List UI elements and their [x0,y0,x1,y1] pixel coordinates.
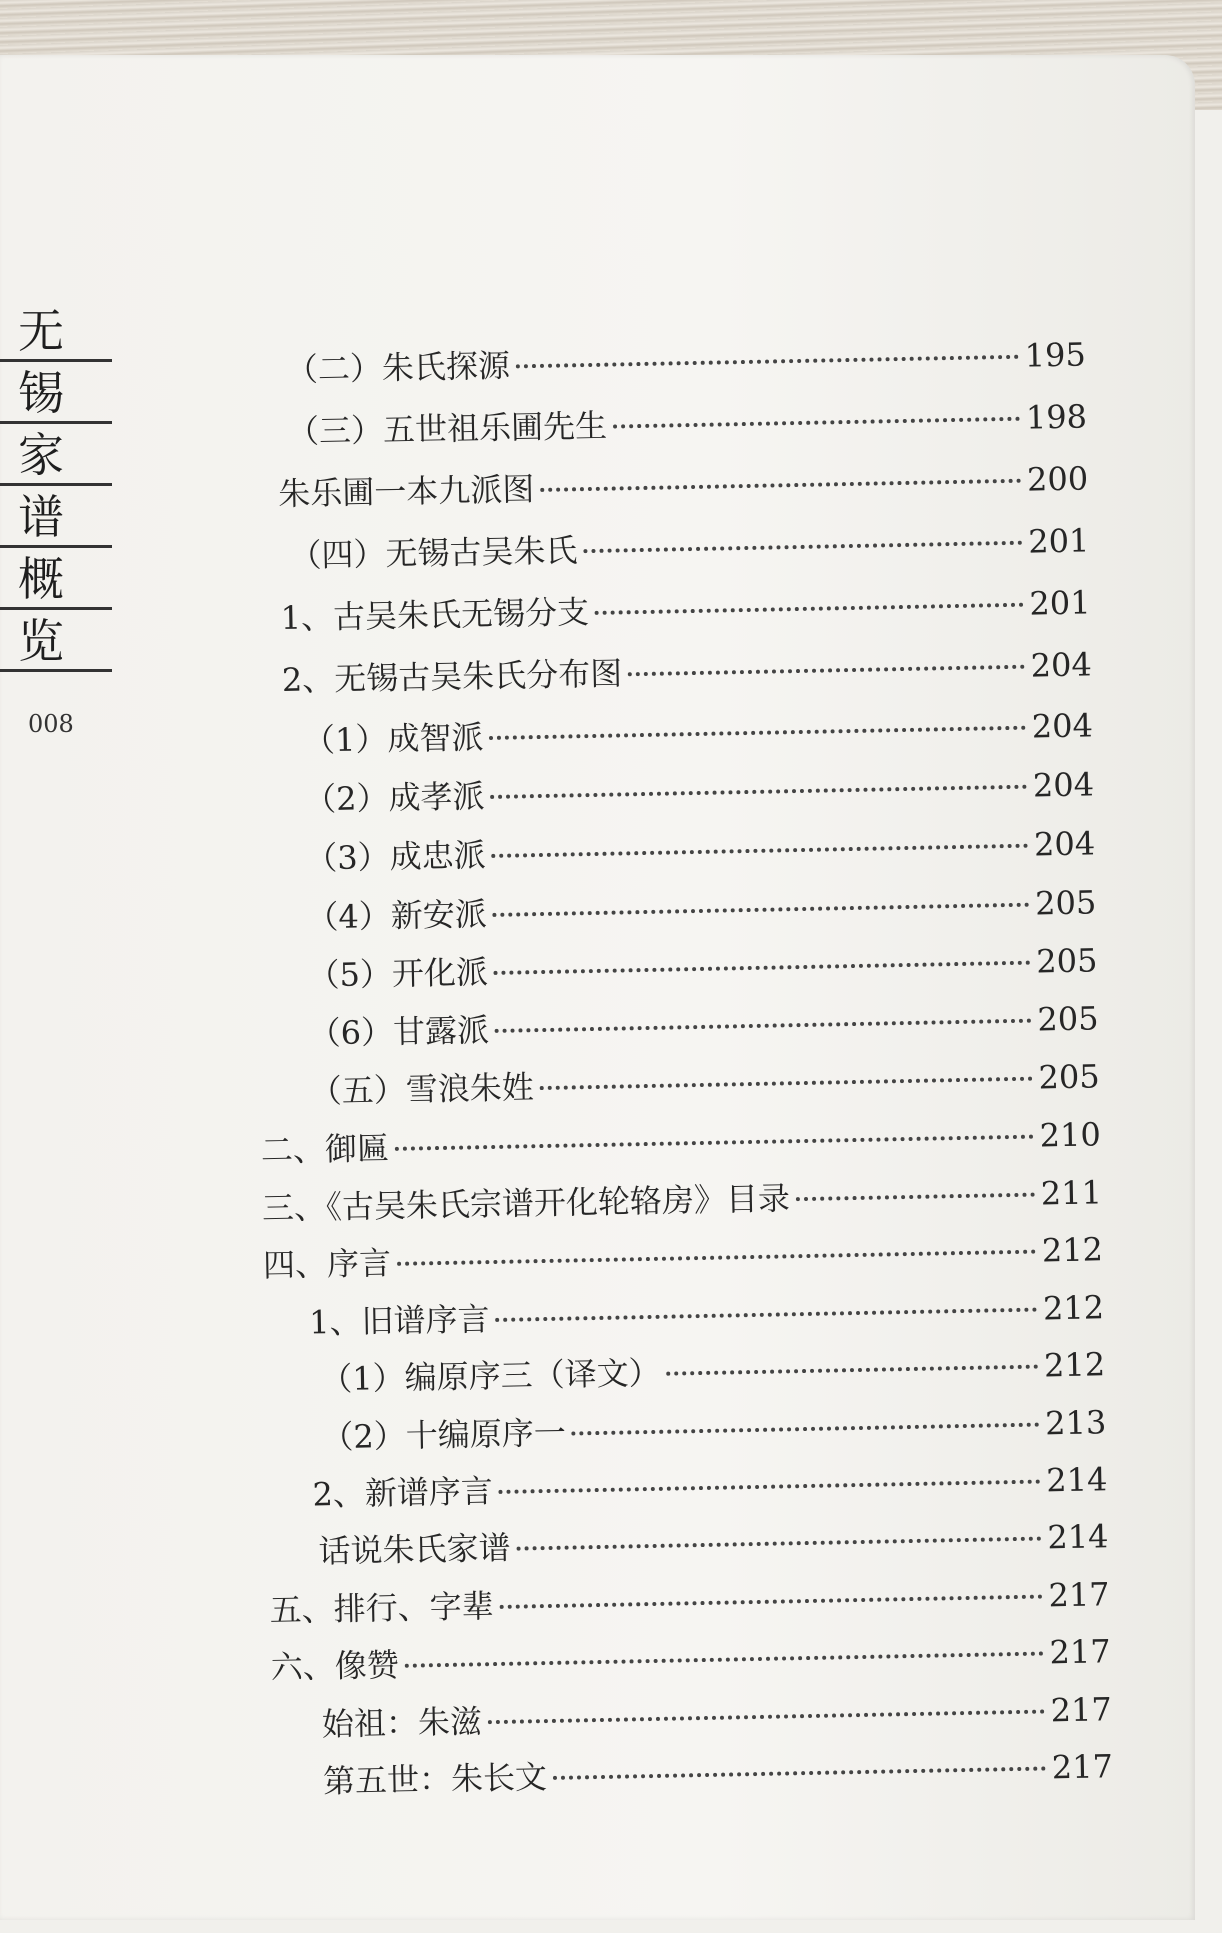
toc-entry-page: 212 [1043,1345,1106,1385]
toc-entry-label: （1）成智派 [302,718,484,760]
dot-leader [495,1019,1032,1033]
toc-entry [260,1112,1101,1172]
dot-leader [488,1709,1045,1724]
toc-entry-label: 2、新谱序言 [312,1472,494,1514]
dot-leader [796,1193,1035,1202]
toc-entry [278,456,1089,516]
toc-entry-page: 200 [1026,459,1089,499]
running-title-char: 无 [0,300,112,362]
toc-entry [318,1514,1109,1573]
toc-entry [263,1227,1104,1287]
running-title-char: 览 [0,610,112,672]
running-title-char: 锡 [0,362,112,424]
toc-entry-page: 204 [1031,706,1094,746]
toc-entry-label: 1、古吴朱氏无锡分支 [280,593,590,637]
toc-entry [287,394,1088,453]
toc-entry [306,880,1097,939]
running-title-char: 概 [0,548,112,610]
toc-entry-label: 第五世：朱长文 [322,1758,548,1801]
toc-entry-page: 204 [1032,765,1095,805]
dot-leader [489,726,1026,740]
toc-entry-label: 始祖：朱滋 [321,1702,483,1744]
toc-entry-label: （2）十编原序一 [321,1413,567,1457]
toc-entry-page: 195 [1024,335,1087,375]
toc-entry-page: 205 [1035,941,1098,981]
toc-entry-label: （二）朱氏探源 [285,346,511,389]
toc-entry-page: 205 [1038,1057,1100,1097]
toc-entry-page: 212 [1042,1288,1105,1328]
toc-entry [270,1629,1111,1689]
toc-entry [304,762,1095,821]
toc-entry-label: （5）开化派 [307,953,489,995]
toc-entry-page: 213 [1044,1403,1107,1443]
toc-entry-label: 2、无锡古吴朱氏分布图 [281,654,623,699]
toc-entry-page: 205 [1037,999,1099,1039]
toc-entry-page: 210 [1039,1115,1102,1155]
dot-leader [397,1250,1036,1266]
dot-leader [613,417,1020,429]
dot-leader [572,1423,1040,1436]
toc-entry-page: 204 [1033,824,1096,864]
toc-entry-page: 204 [1030,645,1093,685]
running-title-char: 谱 [0,486,112,548]
dot-leader [553,1766,1046,1779]
toc-entry-label: 五、排行、字辈 [269,1587,495,1630]
dot-leader [496,1308,1038,1322]
toc-entry-page: 214 [1047,1517,1109,1557]
dot-leader [517,1537,1042,1551]
dot-leader [494,961,1031,975]
dot-leader [540,1077,1033,1090]
toc-entry-label: 朱乐圃一本九派图 [277,470,535,513]
dot-leader [499,1480,1041,1494]
toc-entry-label: （三）五世祖乐圃先生 [286,406,608,451]
toc-entry [320,1342,1106,1401]
toc-entry-label: （4）新安派 [306,895,488,937]
toc-entry-label: 话说朱氏家谱 [318,1528,511,1571]
toc-entry [269,1572,1110,1632]
dot-leader [595,603,1024,615]
toc-entry [280,580,1091,640]
toc-entry-page: 198 [1025,397,1088,437]
toc-entry-label: 六、像赞 [270,1645,400,1687]
dot-leader [490,785,1027,799]
toc-entry [303,703,1094,762]
toc-entry-page: 217 [1049,1632,1112,1672]
toc-entry-label: （五）雪浪朱姓 [309,1068,535,1111]
toc-entry [305,821,1096,880]
toc-entry-label: （3）成忠派 [304,836,486,878]
toc-entry-label: （1）编原序三（译文） [319,1353,661,1399]
toc-entry-label: （四）无锡古吴朱氏 [289,531,578,575]
toc-entry [289,518,1090,577]
dot-leader [628,665,1025,677]
running-title-char: 家 [0,424,112,486]
toc-entry-page: 217 [1050,1690,1113,1730]
toc-entry [307,938,1098,997]
toc-entry-page: 217 [1051,1747,1114,1787]
page-number: 008 [28,710,74,738]
toc-entry-page: 217 [1048,1575,1110,1615]
dot-leader [540,479,1021,492]
toc-entry [312,1457,1108,1516]
dot-leader [395,1135,1034,1151]
toc-entry [308,996,1099,1055]
toc-entry [262,1170,1103,1230]
toc-entry-page: 205 [1034,883,1097,923]
toc-entry [321,1400,1107,1459]
dot-leader [500,1595,1043,1609]
dot-leader [667,1365,1039,1376]
toc-entry [323,1744,1114,1803]
toc-entry-label: 二、御匾 [260,1128,390,1170]
toc-entry-page: 214 [1045,1460,1108,1500]
toc-entry [321,1687,1112,1746]
toc-entry-label: 1、旧谱序言 [308,1300,490,1342]
toc-entry-page: 212 [1041,1230,1104,1270]
toc-entry [285,332,1086,391]
toc-entry-label: （2）成孝派 [303,777,485,819]
toc-entry-page: 201 [1027,521,1090,561]
toc-entry [309,1054,1100,1113]
dot-leader [516,355,1019,369]
toc-entry [281,642,1092,702]
dot-leader [492,844,1029,858]
toc-entry-label: 三、《古吴朱氏宗谱开化轮辂房》目录 [261,1179,791,1228]
dot-leader [583,541,1022,553]
toc-entry [309,1285,1105,1344]
toc-entry-page: 201 [1029,583,1091,623]
dot-leader [405,1652,1044,1668]
toc-entry-label: 四、序言 [262,1243,392,1285]
dot-leader [493,903,1030,917]
toc-entry-label: （6）甘露派 [308,1011,490,1053]
toc-entry-page: 211 [1040,1173,1103,1213]
